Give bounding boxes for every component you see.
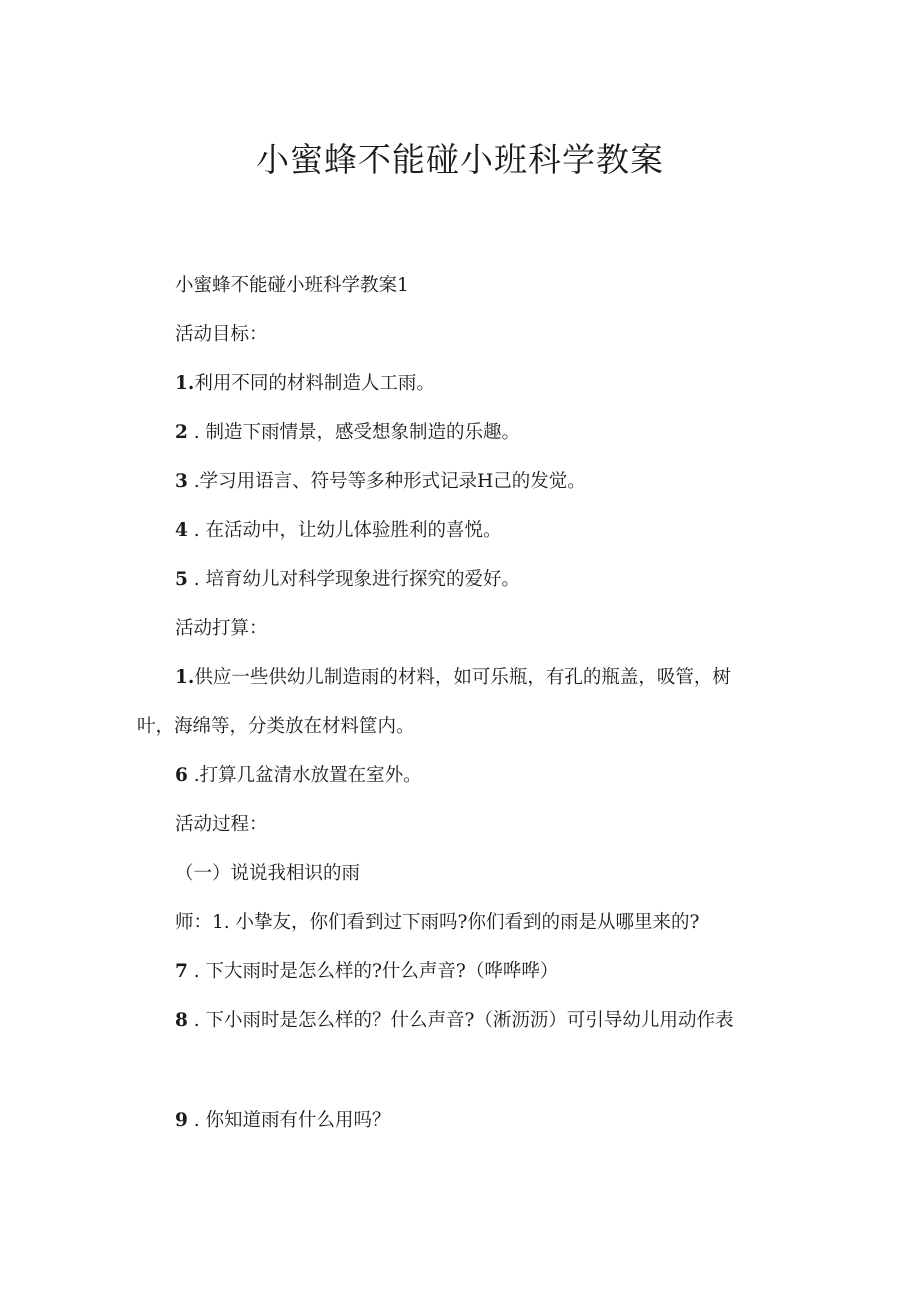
item-number: 4 bbox=[175, 520, 188, 541]
line-text: 利用不同的材料制造人工雨。 bbox=[194, 373, 435, 394]
process-item bbox=[175, 958, 558, 986]
process-item bbox=[175, 1007, 733, 1035]
item-number: 7 bbox=[175, 961, 188, 982]
line-text: 叶，海绵等，分类放在材料筐内。 bbox=[137, 716, 415, 737]
goal-item bbox=[175, 566, 520, 594]
goal-item bbox=[175, 517, 502, 545]
subheading-goals bbox=[175, 321, 268, 349]
line-text: .学习用语言、符号等多种形式记录H己的发觉。 bbox=[187, 471, 586, 492]
line-text: . 在活动中，让幼儿体验胜利的喜悦。 bbox=[187, 520, 502, 541]
line-text: （一）说说我相识的雨 bbox=[175, 863, 361, 884]
line-text: .打算几盆清水放置在室外。 bbox=[187, 765, 422, 786]
preparation-item bbox=[175, 762, 422, 790]
line-text: 活动目标： bbox=[175, 324, 268, 345]
item-number: 2 bbox=[175, 422, 188, 443]
preparation-item bbox=[175, 664, 731, 692]
preparation-item-continued bbox=[137, 713, 415, 741]
line-text: 师：1. 小挚友，你们看到过下雨吗?你们看到的雨是从哪里来的? bbox=[175, 912, 700, 933]
line-text: 活动过程： bbox=[175, 814, 268, 835]
line-text: 活动打算： bbox=[175, 618, 268, 639]
item-number: 6 bbox=[175, 765, 188, 786]
line-text: . 下小雨时是怎么样的？什么声音?（淅沥沥）可引导幼儿用动作表 bbox=[187, 1010, 734, 1031]
line-text: 供应一些供幼儿制造雨的材料，如可乐瓶，有孔的瓶盖，吸管，树 bbox=[194, 667, 731, 688]
goal-item bbox=[175, 468, 586, 496]
subheading-process bbox=[175, 811, 268, 839]
document-title: 小蜜蜂不能碰小班科学教案 bbox=[256, 140, 664, 179]
process-item bbox=[175, 1107, 391, 1135]
process-item bbox=[175, 909, 699, 937]
line-text: . 你知道雨有什么用吗？ bbox=[187, 1110, 391, 1131]
item-number: 8 bbox=[175, 1010, 188, 1031]
subheading-preparation bbox=[175, 615, 268, 643]
goal-item bbox=[175, 419, 520, 447]
section-heading bbox=[175, 272, 409, 300]
item-number: 1. bbox=[175, 667, 195, 688]
item-number: 9 bbox=[175, 1110, 188, 1131]
item-number: 1. bbox=[175, 373, 195, 394]
line-text: . 下大雨时是怎么样的?什么声音?（哗哗哗） bbox=[187, 961, 559, 982]
line-text: . 培育幼儿对科学现象进行探究的爱好。 bbox=[187, 569, 521, 590]
line-text: . 制造下雨情景，感受想象制造的乐趣。 bbox=[187, 422, 521, 443]
line-text: 小蜜蜂不能碰小班科学教案1 bbox=[175, 275, 409, 296]
goal-item bbox=[175, 370, 435, 398]
process-section-heading bbox=[175, 860, 360, 888]
item-number: 3 bbox=[175, 471, 188, 492]
item-number: 5 bbox=[175, 569, 188, 590]
